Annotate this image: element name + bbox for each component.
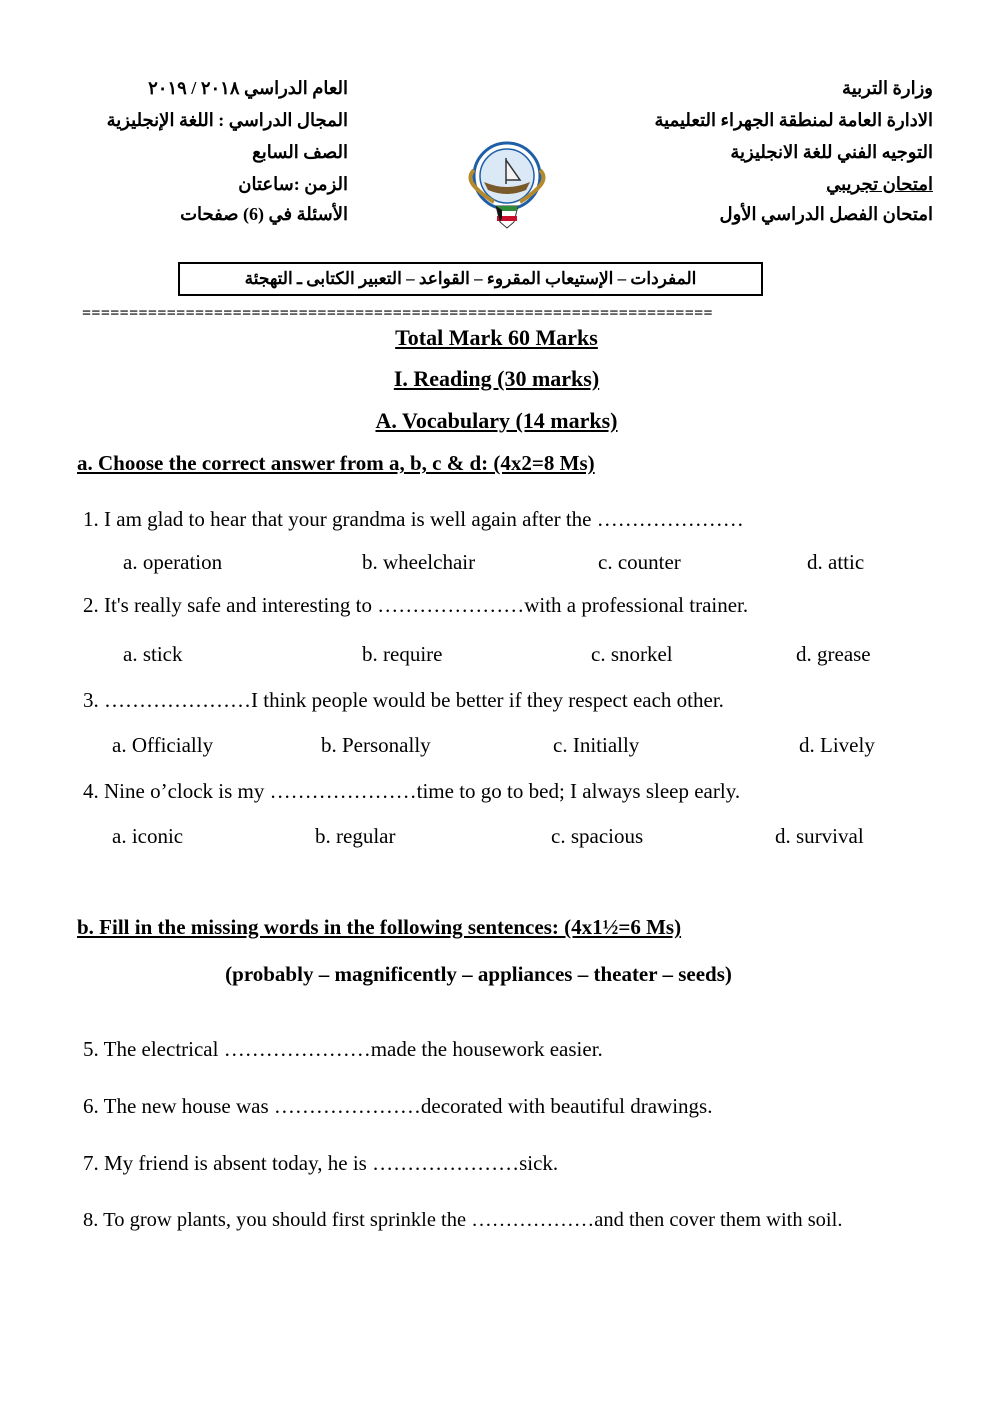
sentence-5: 5. The electrical …………………made the housework easier. — [83, 1037, 603, 1061]
section-b-heading: b. Fill in the missing words in the following sentences: (4x1½=6 Ms) — [77, 915, 682, 939]
q3-option-a: a. Officially — [112, 733, 214, 757]
question-2: 2. It's really safe and interesting to …………………with a professional trainer. — [83, 593, 749, 617]
academic-year: العام الدراسي ٢٠١٨ / ٢٠١٩ — [148, 78, 348, 98]
sentence-8: 8. To grow plants, you should first sprinkle the ………………and then cover them with soil. — [83, 1209, 843, 1231]
q1-option-b: b. wheelchair — [362, 550, 476, 574]
exam-type: امتحان تجريبي — [826, 174, 933, 194]
grade-level: الصف السابع — [252, 142, 348, 162]
q4-option-a: a. iconic — [112, 824, 184, 848]
total-mark-title: Total Mark 60 Marks — [395, 325, 598, 350]
question-1: 1. I am glad to hear that your grandma is well again after the ………………… — [83, 507, 744, 531]
subject-field: المجال الدراسي : اللغة الإنجليزية — [106, 110, 348, 130]
kuwait-emblem-icon — [462, 140, 552, 230]
vocabulary-title: A. Vocabulary (14 marks) — [375, 408, 618, 433]
q2-option-a: a. stick — [123, 642, 183, 666]
q4-option-c: c. spacious — [551, 824, 644, 848]
q3-option-b: b. Personally — [321, 733, 431, 757]
topics-box: المفردات – الإستيعاب المقروء – القواعد – التعبير الكتابى ـ التهجئة — [178, 262, 763, 296]
question-3: 3. …………………I think people would be better if they respect each other. — [83, 688, 724, 712]
exam-duration: الزمن :ساعتان — [238, 174, 348, 194]
q1-option-c: c. counter — [598, 550, 681, 574]
q3-option-d: d. Lively — [799, 733, 875, 757]
q4-option-d: d. survival — [775, 824, 864, 848]
q1-option-a: a. operation — [123, 550, 223, 574]
q1-option-d: d. attic — [807, 550, 865, 574]
directorate-name: الادارة العامة لمنطقة الجهراء التعليمية — [654, 110, 933, 130]
sentence-6: 6. The new house was …………………decorated with beautiful drawings. — [83, 1094, 713, 1118]
page-count: الأسئلة في (6) صفحات — [180, 204, 348, 224]
question-4: 4. Nine o’clock is my …………………time to go to bed; I always sleep early. — [83, 779, 741, 803]
reading-title: I. Reading (30 marks) — [393, 366, 600, 391]
q3-option-c: c. Initially — [553, 733, 640, 757]
ministry-name: وزارة التربية — [842, 78, 933, 98]
q2-option-d: d. grease — [796, 642, 871, 666]
section-a-heading: a. Choose the correct answer from a, b, c & d: (4x2=8 Ms) — [77, 451, 595, 475]
word-bank: (probably – magnificently – appliances – theater – seeds) — [225, 962, 732, 986]
supervision-name: التوجيه الفني للغة الانجليزية — [730, 142, 933, 162]
divider-line: =================================================================== — [82, 306, 713, 322]
sentence-7: 7. My friend is absent today, he is …………………sick. — [83, 1151, 559, 1175]
exam-term: امتحان الفصل الدراسي الأول — [719, 204, 933, 224]
q2-option-c: c. snorkel — [591, 642, 673, 666]
q4-option-b: b. regular — [315, 824, 396, 848]
q2-option-b: b. require — [362, 642, 443, 666]
